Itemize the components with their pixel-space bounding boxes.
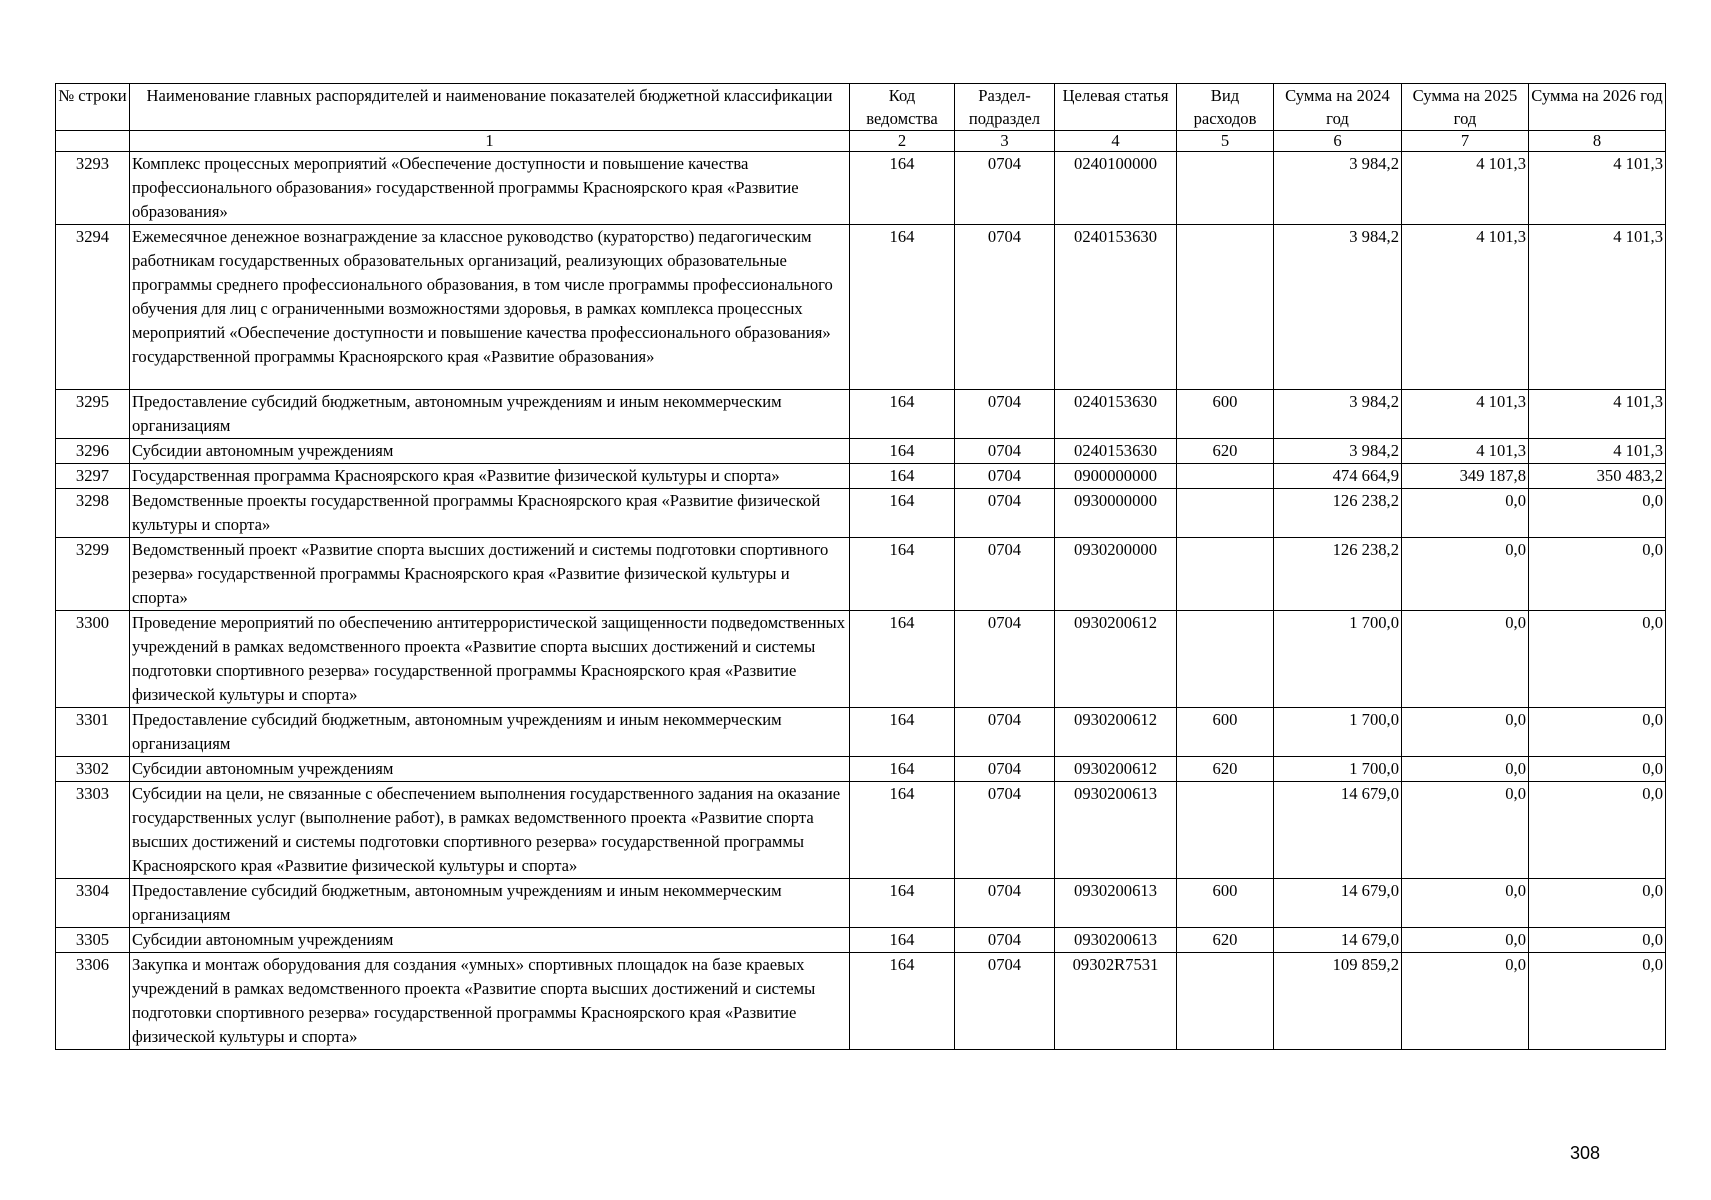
row-sum-2026: 0,0 (1529, 782, 1666, 879)
column-number-row (56, 131, 1666, 152)
row-sum-2024: 3 984,2 (1274, 390, 1402, 439)
row-department-code: 164 (850, 928, 955, 953)
row-sum-2024: 3 984,2 (1274, 439, 1402, 464)
row-name: Предоставление субсидий бюджетным, автономным учреждениям и иным некоммерческим организациям (130, 879, 850, 928)
column-number: 2 (850, 131, 955, 152)
row-expense-kind (1177, 225, 1274, 390)
row-target-article: 0930200000 (1055, 538, 1177, 611)
header-sum-2025: Сумма на 2025 год (1402, 84, 1529, 131)
row-sum-2026: 4 101,3 (1529, 225, 1666, 390)
row-number: 3297 (56, 464, 130, 489)
row-name: Предоставление субсидий бюджетным, автономным учреждениям и иным некоммерческим организациям (130, 390, 850, 439)
table-row (56, 782, 1666, 879)
row-target-article: 0240153630 (1055, 390, 1177, 439)
row-number: 3298 (56, 489, 130, 538)
row-name: Проведение мероприятий по обеспечению антитеррористической защищенности подведомственных учреждений в рамках ведомственного проекта «Развитие спорта высших достижений и системы подготовки спортивного резерва» государственной программы Красноярского края «Развитие физической культуры и спорта» (130, 611, 850, 708)
table-row (56, 708, 1666, 757)
row-number: 3303 (56, 782, 130, 879)
row-department-code: 164 (850, 439, 955, 464)
row-target-article: 09302R7531 (1055, 953, 1177, 1050)
row-name: Субсидии автономным учреждениям (130, 928, 850, 953)
row-expense-kind (1177, 611, 1274, 708)
table-row (56, 464, 1666, 489)
row-section: 0704 (955, 464, 1055, 489)
row-sum-2025: 4 101,3 (1402, 225, 1529, 390)
row-section: 0704 (955, 879, 1055, 928)
row-sum-2026: 4 101,3 (1529, 439, 1666, 464)
row-number: 3299 (56, 538, 130, 611)
row-sum-2024: 126 238,2 (1274, 489, 1402, 538)
row-number: 3293 (56, 152, 130, 225)
table-header-row (56, 84, 1666, 131)
row-expense-kind: 600 (1177, 390, 1274, 439)
row-sum-2024: 126 238,2 (1274, 538, 1402, 611)
row-sum-2025: 0,0 (1402, 928, 1529, 953)
row-section: 0704 (955, 538, 1055, 611)
column-number: 5 (1177, 131, 1274, 152)
column-number: 7 (1402, 131, 1529, 152)
row-target-article: 0930000000 (1055, 489, 1177, 538)
row-expense-kind (1177, 489, 1274, 538)
row-sum-2025: 4 101,3 (1402, 152, 1529, 225)
row-sum-2026: 350 483,2 (1529, 464, 1666, 489)
row-sum-2024: 3 984,2 (1274, 152, 1402, 225)
row-name: Субсидии автономным учреждениям (130, 757, 850, 782)
row-name: Ведомственный проект «Развитие спорта высших достижений и системы подготовки спортивного резерва» государственной программы Красноярского края «Развитие физической культуры и спорта» (130, 538, 850, 611)
row-sum-2025: 4 101,3 (1402, 439, 1529, 464)
row-target-article: 0930200612 (1055, 708, 1177, 757)
row-expense-kind: 600 (1177, 879, 1274, 928)
row-target-article: 0930200613 (1055, 928, 1177, 953)
row-target-article: 0930200612 (1055, 611, 1177, 708)
header-name: Наименование главных распорядителей и наименование показателей бюджетной классификации (130, 84, 850, 131)
table-row (56, 538, 1666, 611)
row-department-code: 164 (850, 757, 955, 782)
row-sum-2024: 3 984,2 (1274, 225, 1402, 390)
row-name: Комплекс процессных мероприятий «Обеспечение доступности и повышение качества профессионального образования» государственной программы Красноярского края «Развитие образования» (130, 152, 850, 225)
row-department-code: 164 (850, 708, 955, 757)
row-section: 0704 (955, 708, 1055, 757)
table-row (56, 225, 1666, 390)
row-expense-kind (1177, 538, 1274, 611)
row-sum-2024: 14 679,0 (1274, 928, 1402, 953)
row-number: 3306 (56, 953, 130, 1050)
row-department-code: 164 (850, 464, 955, 489)
row-section: 0704 (955, 489, 1055, 538)
row-sum-2026: 0,0 (1529, 928, 1666, 953)
row-sum-2025: 0,0 (1402, 953, 1529, 1050)
table-row (56, 489, 1666, 538)
row-sum-2026: 0,0 (1529, 489, 1666, 538)
row-number: 3294 (56, 225, 130, 390)
row-target-article: 0930200613 (1055, 782, 1177, 879)
row-sum-2024: 474 664,9 (1274, 464, 1402, 489)
row-sum-2025: 349 187,8 (1402, 464, 1529, 489)
row-sum-2025: 0,0 (1402, 538, 1529, 611)
header-target-article: Целевая статья (1055, 84, 1177, 131)
row-sum-2025: 0,0 (1402, 489, 1529, 538)
table-row (56, 928, 1666, 953)
row-department-code: 164 (850, 225, 955, 390)
table-row (56, 390, 1666, 439)
header-sum-2024: Сумма на 2024 год (1274, 84, 1402, 131)
table-row (56, 757, 1666, 782)
row-target-article: 0930200612 (1055, 757, 1177, 782)
row-expense-kind: 620 (1177, 928, 1274, 953)
row-sum-2026: 0,0 (1529, 879, 1666, 928)
row-sum-2024: 109 859,2 (1274, 953, 1402, 1050)
row-section: 0704 (955, 439, 1055, 464)
row-department-code: 164 (850, 538, 955, 611)
row-sum-2025: 0,0 (1402, 757, 1529, 782)
column-number: 3 (955, 131, 1055, 152)
page-number: 308 (1570, 1143, 1601, 1163)
column-number: 1 (130, 131, 850, 152)
row-section: 0704 (955, 152, 1055, 225)
row-expense-kind: 620 (1177, 757, 1274, 782)
row-expense-kind (1177, 464, 1274, 489)
row-sum-2024: 1 700,0 (1274, 611, 1402, 708)
table-row (56, 152, 1666, 225)
column-number: 6 (1274, 131, 1402, 152)
row-expense-kind: 600 (1177, 708, 1274, 757)
row-department-code: 164 (850, 879, 955, 928)
header-department-code: Код ведомства (850, 84, 955, 131)
row-department-code: 164 (850, 611, 955, 708)
row-sum-2026: 0,0 (1529, 953, 1666, 1050)
row-sum-2024: 1 700,0 (1274, 708, 1402, 757)
row-sum-2025: 0,0 (1402, 611, 1529, 708)
row-name: Закупка и монтаж оборудования для создания «умных» спортивных площадок на базе краевых учреждений в рамках ведомственного проекта «Развитие спорта высших достижений и системы подготовки спортивного резерва» государственной программы Красноярского края «Развитие физической культуры и спорта» (130, 953, 850, 1050)
row-number: 3301 (56, 708, 130, 757)
row-sum-2026: 4 101,3 (1529, 390, 1666, 439)
row-expense-kind (1177, 782, 1274, 879)
row-expense-kind (1177, 152, 1274, 225)
row-sum-2024: 14 679,0 (1274, 782, 1402, 879)
column-number: 4 (1055, 131, 1177, 152)
row-number: 3305 (56, 928, 130, 953)
row-sum-2024: 14 679,0 (1274, 879, 1402, 928)
row-sum-2025: 4 101,3 (1402, 390, 1529, 439)
header-sum-2026: Сумма на 2026 год (1529, 84, 1666, 131)
row-section: 0704 (955, 225, 1055, 390)
row-sum-2025: 0,0 (1402, 879, 1529, 928)
row-sum-2026: 4 101,3 (1529, 152, 1666, 225)
row-section: 0704 (955, 611, 1055, 708)
row-target-article: 0900000000 (1055, 464, 1177, 489)
row-department-code: 164 (850, 489, 955, 538)
header-expense-kind: Вид расходов (1177, 84, 1274, 131)
row-department-code: 164 (850, 782, 955, 879)
row-section: 0704 (955, 928, 1055, 953)
row-number: 3304 (56, 879, 130, 928)
row-name: Субсидии автономным учреждениям (130, 439, 850, 464)
row-name: Ежемесячное денежное вознаграждение за классное руководство (кураторство) педагогическим работникам государственных образовательных организаций, реализующих образовательные программы среднего профессионального образования, в том числе программы профессионального обучения для лиц с ограниченными возможностями здоровья, в рамках комплекса процессных мероприятий «Обеспечение доступности и повышение качества профессионального образования» государственной программы Красноярского края «Развитие образования» (130, 225, 850, 390)
row-section: 0704 (955, 782, 1055, 879)
row-target-article: 0930200613 (1055, 879, 1177, 928)
row-department-code: 164 (850, 390, 955, 439)
row-sum-2025: 0,0 (1402, 708, 1529, 757)
row-target-article: 0240153630 (1055, 225, 1177, 390)
row-department-code: 164 (850, 152, 955, 225)
row-expense-kind (1177, 953, 1274, 1050)
row-sum-2026: 0,0 (1529, 757, 1666, 782)
table-row (56, 439, 1666, 464)
row-section: 0704 (955, 390, 1055, 439)
row-name: Государственная программа Красноярского края «Развитие физической культуры и спорта» (130, 464, 850, 489)
table-row (56, 611, 1666, 708)
column-number (56, 131, 130, 152)
row-name: Субсидии на цели, не связанные с обеспечением выполнения государственного задания на оказание государственных услуг (выполнение работ), в рамках ведомственного проекта «Развитие спорта высших достижений и системы подготовки спортивного резерва» государственной программы Красноярского края «Развитие физической культуры и спорта» (130, 782, 850, 879)
row-sum-2024: 1 700,0 (1274, 757, 1402, 782)
header-row-number: № строки (56, 84, 130, 131)
header-section: Раздел-подраздел (955, 84, 1055, 131)
row-sum-2026: 0,0 (1529, 611, 1666, 708)
row-sum-2026: 0,0 (1529, 538, 1666, 611)
row-section: 0704 (955, 757, 1055, 782)
row-target-article: 0240100000 (1055, 152, 1177, 225)
row-number: 3300 (56, 611, 130, 708)
table-row (56, 953, 1666, 1050)
row-section: 0704 (955, 953, 1055, 1050)
table-row (56, 879, 1666, 928)
row-name: Ведомственные проекты государственной программы Красноярского края «Развитие физической культуры и спорта» (130, 489, 850, 538)
row-sum-2025: 0,0 (1402, 782, 1529, 879)
row-expense-kind: 620 (1177, 439, 1274, 464)
row-number: 3302 (56, 757, 130, 782)
column-number: 8 (1529, 131, 1666, 152)
row-target-article: 0240153630 (1055, 439, 1177, 464)
row-number: 3296 (56, 439, 130, 464)
budget-table (55, 83, 1666, 1050)
row-name: Предоставление субсидий бюджетным, автономным учреждениям и иным некоммерческим организациям (130, 708, 850, 757)
row-department-code: 164 (850, 953, 955, 1050)
row-sum-2026: 0,0 (1529, 708, 1666, 757)
row-number: 3295 (56, 390, 130, 439)
